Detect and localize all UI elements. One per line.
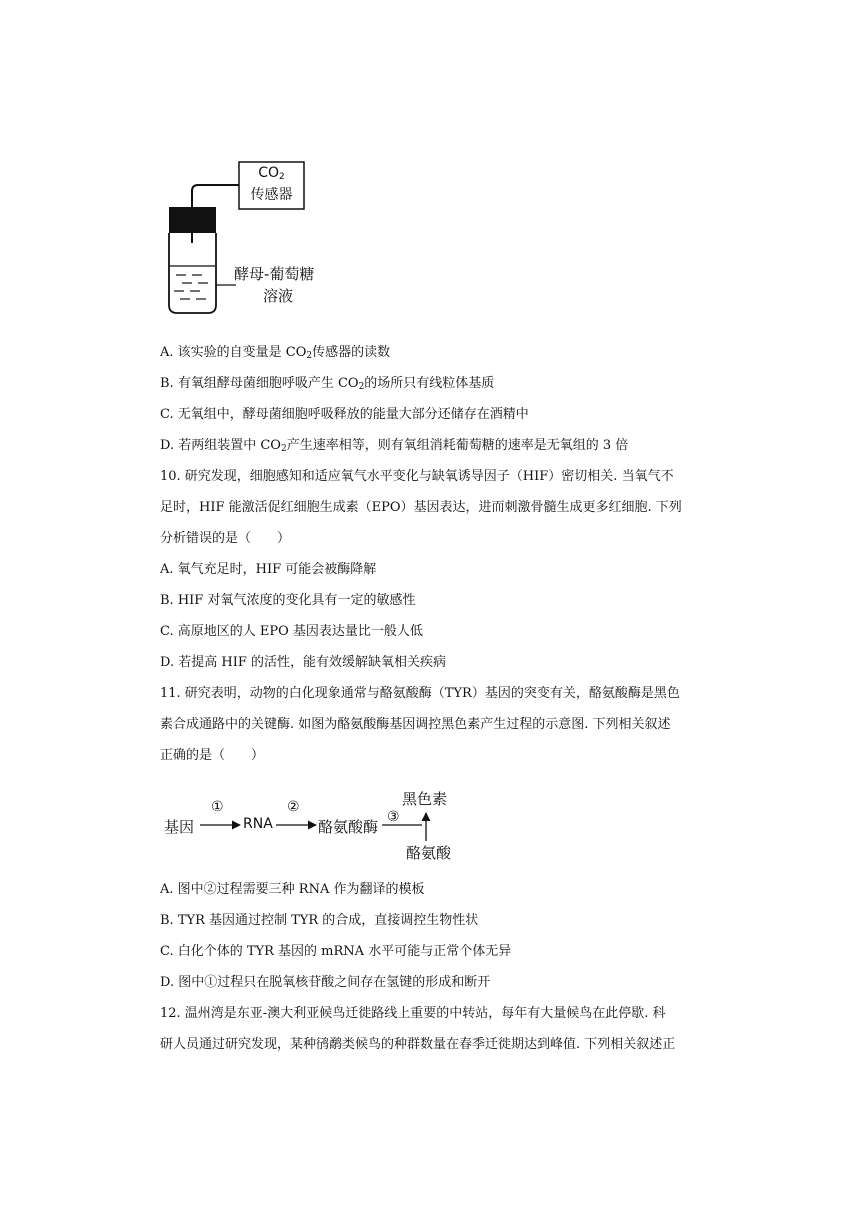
q10-stem-line1: 10. 研究发现，细胞感知和适应氧气水平变化与缺氧诱导因子（HIF）密切相关. 当氧气不	[160, 469, 674, 484]
q10-option-c: C. 高原地区的人 EPO 基因表达量比一般人低	[160, 624, 423, 639]
q9-option-a: A. 该实验的自变量是 $CO_2$传感器的读数	[160, 345, 391, 361]
q10-stem-line3: 分析错误的是（ ）	[160, 531, 291, 546]
enzyme-label: 酪氨酸酶	[318, 818, 379, 836]
step3-label: ③	[387, 809, 400, 825]
q11-option-b: B. TYR 基因通过控制 TYR 的合成，直接调控生物性状	[160, 913, 479, 928]
rna-label: RNA	[243, 816, 273, 832]
liquid-dashes	[174, 275, 208, 299]
q12-stem-line2: 研人员通过研究发现，某种鸻鹬类候鸟的种群数量在春季迁徙期达到峰值. 下列相关叙述正	[160, 1037, 676, 1052]
connecting-tube	[192, 185, 239, 207]
q9-option-d: D. 若两组装置中 $CO_2$产生速率相等，则有氧组消耗葡萄糖的速率是无氧组的 3 倍	[160, 438, 629, 454]
co2-sensor-apparatus-figure	[160, 155, 360, 325]
q11-option-d: D. 图中①过程只在脱氧核苷酸之间存在氢键的形成和断开	[160, 975, 491, 990]
q9-option-b: B. 有氧组酵母菌细胞呼吸产生 $CO_2$的场所只有线粒体基质	[160, 376, 495, 392]
q10-option-b: B. HIF 对氧气浓度的变化具有一定的敏感性	[160, 593, 416, 608]
q11-stem-line3: 正确的是（ ）	[160, 748, 265, 763]
flask	[169, 233, 216, 313]
sensor-label-text: 传感器	[250, 187, 293, 203]
q11-stem-line2: 素合成通路中的关键酶. 如图为酪氨酸酶基因调控黑色素产生过程的示意图. 下列相关叙述	[160, 717, 671, 732]
sensor-label	[239, 164, 304, 204]
step2-label: ②	[287, 799, 300, 815]
q10-option-d: D. 若提高 HIF 的活性，能有效缓解缺氧相关疾病	[160, 655, 446, 670]
q10-stem-line2: 足时，HIF 能激活促红细胞生成素（EPO）基因表达，进而刺激骨髓生成更多红细胞. 下列	[160, 500, 682, 515]
gene-label: 基因	[164, 818, 195, 836]
q10-option-a: A. 氧气充足时，HIF 可能会被酶降解	[160, 562, 377, 577]
sensor-label-formula: CO	[258, 165, 280, 181]
tyrosine-label: 酪氨酸	[406, 844, 452, 862]
q12-stem-line1: 12. 温州湾是东亚-澳大利亚候鸟迁徙路线上重要的中转站，每年有大量候鸟在此停歇. 科	[160, 1006, 666, 1021]
solution-label-line1: 酵母-葡萄糖	[234, 265, 315, 283]
tyrosinase-pathway-figure	[160, 785, 480, 865]
q11-option-a: A. 图中②过程需要三种 RNA 作为翻译的模板	[160, 882, 425, 897]
q9-option-c: C. 无氧组中，酵母菌细胞呼吸释放的能量大部分还储存在酒精中	[160, 407, 529, 422]
sensor-label-subscript: 2	[279, 172, 285, 182]
solution-label-line2: 溶液	[263, 287, 294, 305]
melanin-label: 黑色素	[402, 790, 448, 808]
q11-option-c: C. 白化个体的 TYR 基因的 mRNA 水平可能与正常个体无异	[160, 944, 512, 959]
q11-stem-line1: 11. 研究表明，动物的白化现象通常与酪氨酸酶（TYR）基因的突变有关，酪氨酸酶是黑色	[160, 686, 680, 701]
stopper	[169, 207, 216, 233]
step1-label: ①	[211, 799, 224, 815]
